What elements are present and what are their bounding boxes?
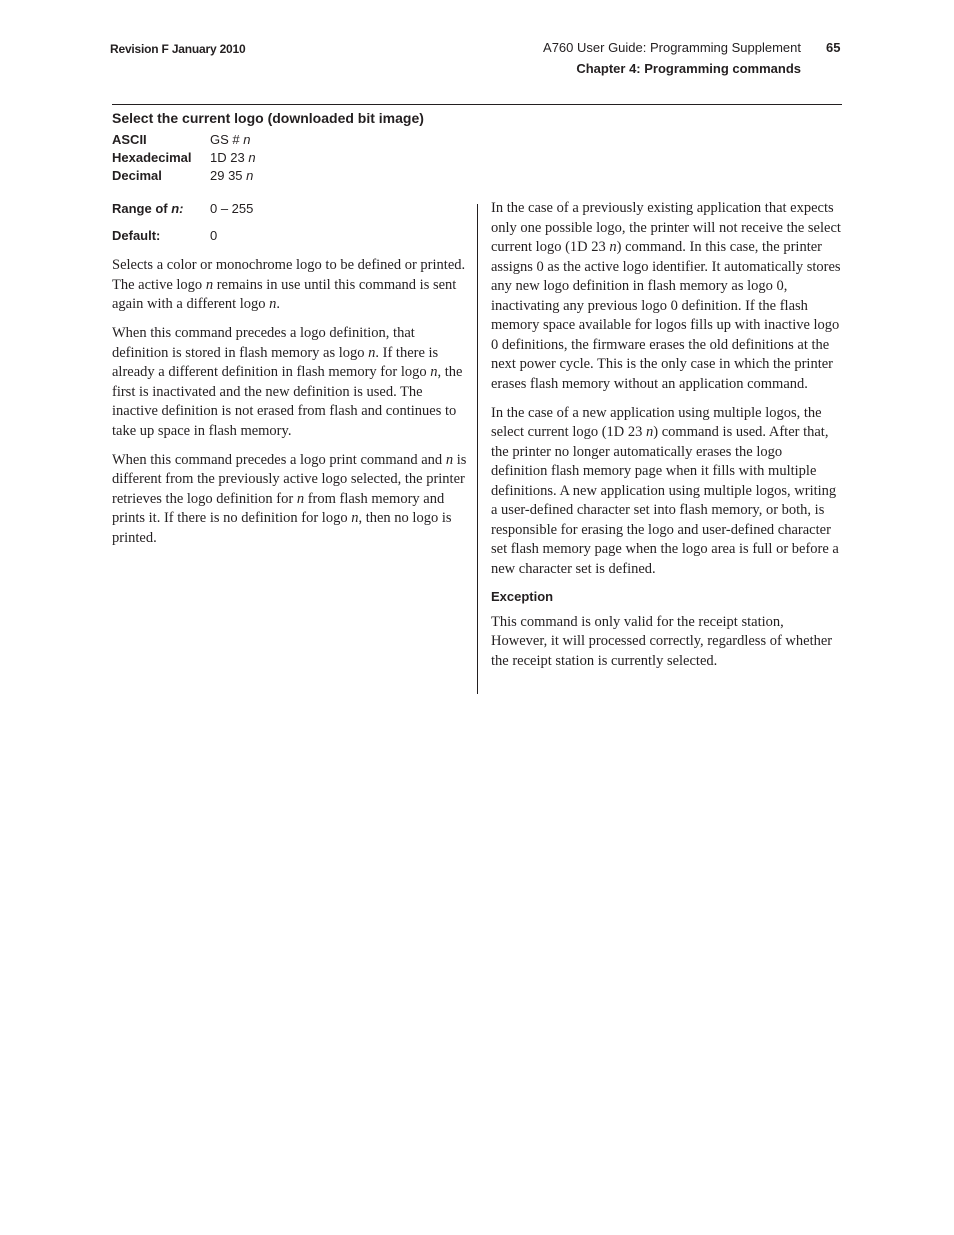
guide-title: A760 User Guide: Programming Supplement (543, 40, 801, 55)
body-paragraph: Selects a color or monochrome logo to be defined or printed. The active logo n remains in use until this command is sent again with a different logo n. (112, 257, 466, 312)
range-row (112, 201, 253, 216)
code-label: Hexadecimal (112, 150, 192, 165)
code-row-ascii (112, 132, 250, 147)
code-label: ASCII (112, 132, 147, 147)
code-row-decimal (112, 168, 253, 183)
code-value: 1D 23 n (210, 150, 256, 165)
exception-heading: Exception (491, 588, 554, 604)
body-paragraph: In the case of a new application using multiple logos, the select current logo (1D 23 n) command is used. After that, the printer no longer automatically erases the logo definition flash memory page when it fills with multiple definitions. A new application using multiple logos, writing a user-defined character set into flash memory, or both, is responsible for erasing the logo and user-defined character set flash memory page when the logo area is full or before a new character set is defined. (491, 404, 839, 577)
default-row (112, 228, 217, 243)
code-value: 29 35 n (210, 168, 254, 183)
right-column (491, 199, 841, 681)
body-paragraph: In the case of a previously existing application that expects only one possible logo, the printer will not receive the select current logo (1D 23 n) command. In this case, the printer assigns 0 as the active logo identifier. It automatically stores any new logo definition in flash memory as logo 0, inactivating any previous logo 0 definition. If the flash memory space available for logos fills up with inactive logo 0 definitions, the firmware erases the old definitions at the next power cycle. This is the only case in which the printer erases flash memory without an application command. (491, 200, 841, 392)
left-column (112, 256, 467, 558)
header-rule (112, 104, 842, 105)
column-divider (477, 204, 478, 694)
code-label: Decimal (112, 168, 162, 183)
range-value: 0 – 255 (210, 201, 254, 216)
code-row-hexadecimal (112, 150, 256, 165)
body-paragraph: When this command precedes a logo definition, that definition is stored in flash memory as logo n. If there is already a different definition in flash memory for logo n, the first is inactivated and the new definition is used. The inactive definition is not erased from flash and continues to take up space in flash memory. (112, 325, 463, 439)
range-label: Range of n: (112, 201, 184, 216)
page-number: 65 (826, 40, 841, 55)
chapter-title: Chapter 4: Programming commands (576, 61, 801, 76)
exception-paragraph: This command is only valid for the receipt station, However, it will processed correctly, regardless of whether the receipt station is currently selected. (491, 613, 833, 669)
code-value: GS # n (210, 132, 251, 147)
body-paragraph: When this command precedes a logo print command and n is different from the previously active logo selected, the printer retrieves the logo definition for n from flash memory and prints it. If there is no definition for logo n, then no logo is printed. (112, 451, 467, 546)
revision-label: Revision F January 2010 (110, 42, 246, 56)
default-value: 0 (210, 228, 218, 243)
section-title: Select the current logo (downloaded bit image) (112, 110, 424, 126)
default-label: Default: (112, 228, 161, 243)
